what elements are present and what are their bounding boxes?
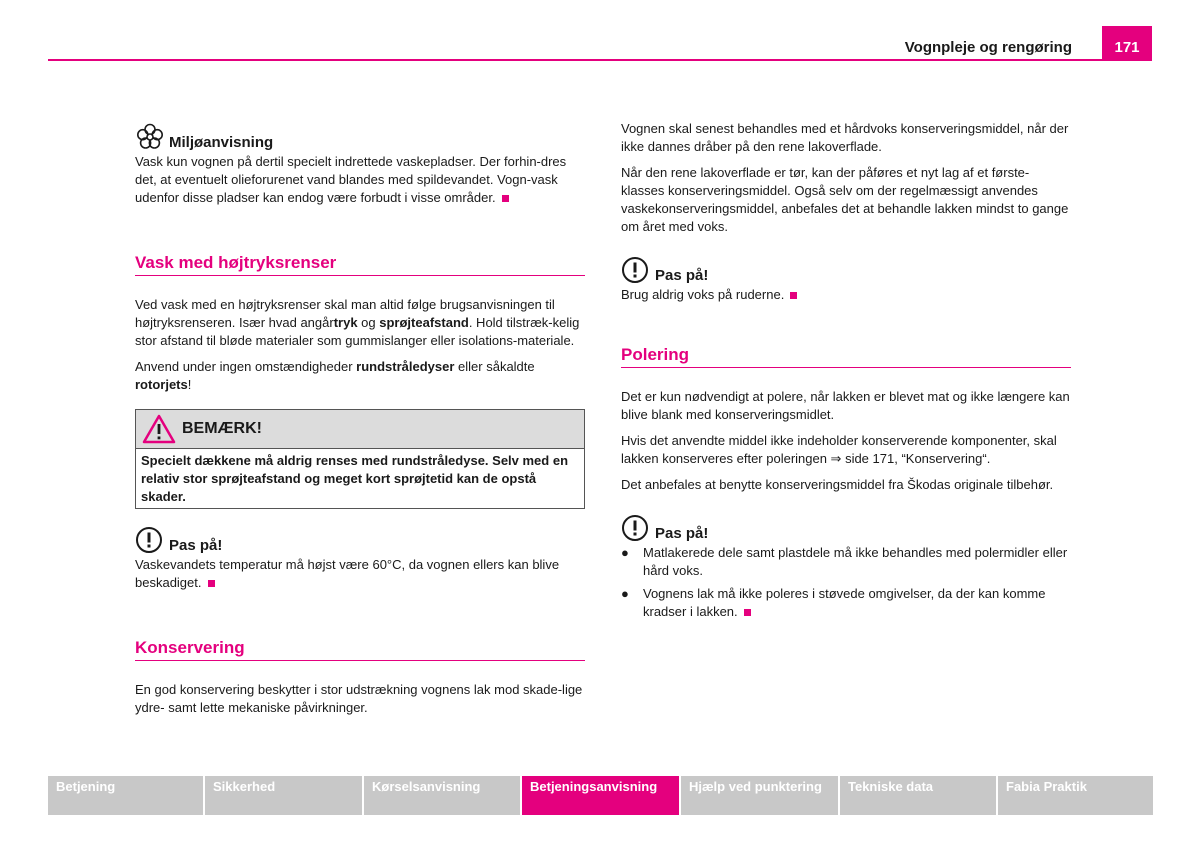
- nav-tab-betjeningsanvisning[interactable]: Betjeningsanvisning: [522, 776, 679, 815]
- end-marker: [502, 195, 509, 202]
- caution-exclamation-icon: [621, 255, 651, 285]
- wax-paragraph-2: Når den rene lakoverflade er tør, kan der påføres et nyt lag af et første-klasses konserveringsmiddel. Også selv om der regelmæssigt anvendes vaskekonserveringsmiddel, anbefales det at behandle lakken mindst to gange om året med voks.: [621, 165, 1069, 234]
- wax-paragraph-1: Vognen skal senest behandles med et hårdvoks konserveringsmiddel, når der ikke dannes dråber på den rene lakoverflade.: [621, 121, 1069, 154]
- caution-title: Pas på!: [655, 525, 709, 542]
- polishing-paragraph-3: Det anbefales at benytte konserveringsmiddel fra Škodas originale tilbehør.: [621, 477, 1054, 492]
- notice-text: Specielt dækkene må aldrig renses med rundstråledyse. Selv med en relativ stor sprøjteafstand og meget kort sprøjtetid kan de opstå skader.: [141, 453, 569, 504]
- right-column: [621, 120, 1071, 626]
- nav-tab-tekniske-data[interactable]: Tekniske data: [840, 776, 996, 815]
- end-marker: [744, 609, 751, 616]
- caution-text: Brug aldrig voks på ruderne.: [621, 286, 1071, 304]
- caution-note-left: [135, 525, 585, 592]
- end-marker: [790, 292, 797, 299]
- caution-title: Pas på!: [169, 537, 223, 554]
- bullet-icon: ●: [621, 586, 629, 601]
- section-title-polishing: Polering: [621, 346, 1071, 368]
- nav-tab-hjaelp-ved-punktering[interactable]: Hjælp ved punktering: [681, 776, 838, 815]
- polishing-paragraph-1: Det er kun nødvendigt at polere, når lakken er blevet mat og ikke længere kan blive blank med konserveringsmidlet.: [621, 389, 1070, 422]
- notice-box: [135, 409, 585, 509]
- section-title-pressure-washer: Vask med højtryksrenser: [135, 254, 585, 276]
- page-number: 171: [1102, 26, 1152, 60]
- section-title-conservation: Konservering: [135, 639, 585, 661]
- nav-tab-korselsanvisning[interactable]: Kørselsanvisning: [364, 776, 520, 815]
- nav-tab-betjening[interactable]: Betjening: [48, 776, 203, 815]
- left-column: [135, 122, 585, 725]
- caution-note-polishing: [621, 513, 1071, 621]
- caution-exclamation-icon: [135, 525, 165, 555]
- pressure-washer-paragraph-2: Anvend under ingen omstændigheder rundstråledyser eller såkaldte rotorjets!: [135, 359, 535, 392]
- environment-note-title: Miljøanvisning: [169, 134, 274, 151]
- pressure-washer-paragraph-1: Ved vask med en højtryksrenser skal man altid følge brugsanvisningen til højtryksrenseren. Især hvad angårtryk og sprøjteafstand. Hold tilstræk-kelig stor afstand til bløde materialer som gummislanger eller isolations-materiale.: [135, 297, 580, 348]
- list-item: ● Vognens lak må ikke poleres i støvede omgivelser, da der kan komme kradser i lakken.: [621, 586, 1046, 619]
- environment-note-text: Vask kun vognen på dertil specielt indrettede vaskepladser. Der forhin-dres det, at eventuelt olieforurenet vand blandes med spildevandet. Vogn-vask udenfor disse pladser kan endog være forbudt i visse områder.: [135, 154, 567, 205]
- conservation-paragraph: En god konservering beskytter i stor udstrækning vognens lak mod skade-lige ydre- samt lette mekaniske påvirkninger.: [135, 682, 583, 715]
- notice-title: BEMÆRK!: [182, 420, 262, 437]
- polishing-paragraph-2: Hvis det anvendte middel ikke indeholder konserverende komponenter, skal lakken konserveres efter poleringen ⇒ side 171, “Konservering“.: [621, 433, 1057, 466]
- header-rule: [48, 59, 1152, 61]
- flower-icon: [135, 122, 165, 152]
- list-item: ● Matlakerede dele samt plastdele må ikke behandles med polermidler eller hård voks.: [621, 545, 1068, 578]
- environment-note: [135, 122, 585, 207]
- caution-note-wax: [621, 255, 1071, 304]
- chapter-title: Vognpleje og rengøring: [904, 39, 1072, 56]
- nav-tab-sikkerhed[interactable]: Sikkerhed: [205, 776, 362, 815]
- caution-text: Vaskevandets temperatur må højst være 60°C, da vognen ellers kan blive beskadiget.: [135, 557, 560, 590]
- caution-title: Pas på!: [655, 267, 709, 284]
- bullet-icon: ●: [621, 545, 629, 560]
- caution-exclamation-icon: [621, 513, 651, 543]
- end-marker: [208, 580, 215, 587]
- warning-triangle-icon: [142, 414, 176, 444]
- nav-tab-fabia-praktik[interactable]: Fabia Praktik: [998, 776, 1153, 815]
- chapter-navigation: [48, 776, 1153, 815]
